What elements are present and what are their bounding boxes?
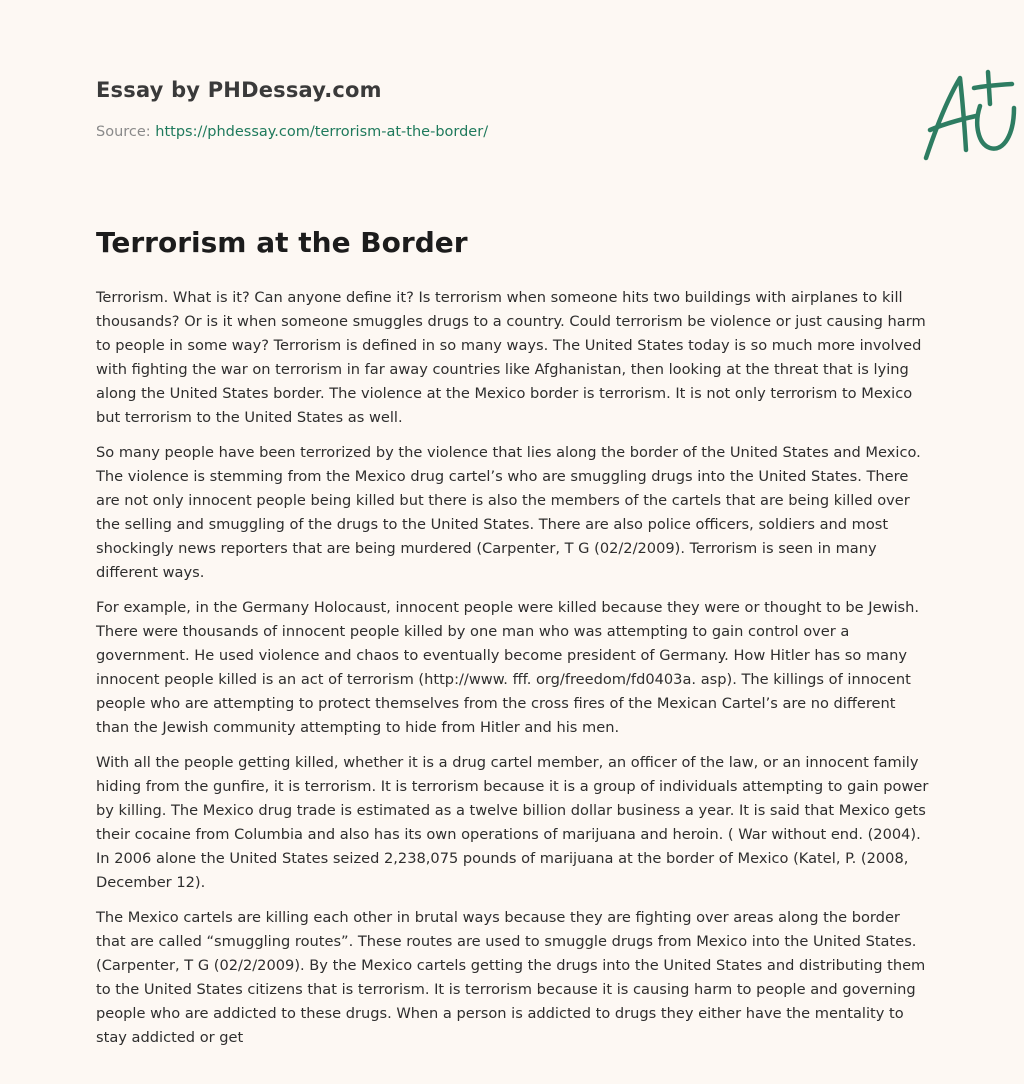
source-link[interactable]: https://phdessay.com/terrorism-at-the-border/ [155, 124, 489, 140]
essay-title: Terrorism at the Border [96, 226, 468, 259]
brand-title: Essay by PHDessay.com [96, 78, 382, 102]
paragraph: With all the people getting killed, whether it is a drug cartel member, an officer of the law, or an innocent family hiding from the gunfire, it is terrorism. It is terrorism because it is a group of individuals attempting to gain power by killing. The Mexico drug trade is estimated as a twelve billion dollar business a year. It is said that Mexico gets their cocaine from Columbia and also has its own operations of marijuana and heroin. ( War without end. (2004). In 2006 alone the United States seized 2,238,075 pounds of marijuana at the border of Mexico (Katel, P. (2008, December 12). [96, 754, 929, 891]
paragraph: The Mexico cartels are killing each other in brutal ways because they are fighting over areas along the border that are called “smuggling routes”. These routes are used to smuggle drugs from Mexico into the United States. (Carpenter, T G (02/2/2009). By the Mexico cartels getting the drugs into the United States and distributing them to the United States citizens that is terrorism. It is terrorism because it is causing harm to people and governing people who are addicted to these drugs. When a person is addicted to drugs they either have the mentality to stay addicted or get [96, 909, 926, 1046]
source-line [96, 124, 488, 140]
paragraph: For example, in the Germany Holocaust, innocent people were killed because they were or thought to be Jewish. There were thousands of innocent people killed by one man who was attempting to gain control over a government. He used violence and chaos to eventually become president of Germany. How Hitler has so many innocent people killed is an act of terrorism (http://www. fff. org/freedom/fd0403a. asp). The killings of innocent people who are attempting to protect themselves from the cross fires of the Mexican Cartel’s are no different than the Jewish community attempting to hide from Hitler and his men. [96, 599, 920, 736]
paragraph: So many people have been terrorized by the violence that lies along the border of the United States and Mexico. The violence is stemming from the Mexico drug cartel’s who are smuggling drugs into the United States. There are not only innocent people being killed but there is also the members of the cartels that are being killed over the selling and smuggling of the drugs to the United States. There are also police officers, soldiers and most shockingly news reporters that are being murdered (Carpenter, T G (02/2/2009). Terrorism is seen in many different ways. [96, 444, 921, 581]
a-plus-logo-icon [918, 66, 1024, 166]
source-label: Source: [96, 124, 156, 140]
essay-body [96, 286, 932, 1061]
paragraph: Terrorism. What is it? Can anyone define it? Is terrorism when someone hits two buildings with airplanes to kill thousands? Or is it when someone smuggles drugs to a country. Could terrorism be violence or just causing harm to people in some way? Terrorism is defined in so many ways. The United States today is so much more involved with fighting the war on terrorism in far away countries like Afghanistan, then looking at the threat that is lying along the United States border. The violence at the Mexico border is terrorism. It is not only terrorism to Mexico but terrorism to the United States as well. [96, 289, 926, 426]
